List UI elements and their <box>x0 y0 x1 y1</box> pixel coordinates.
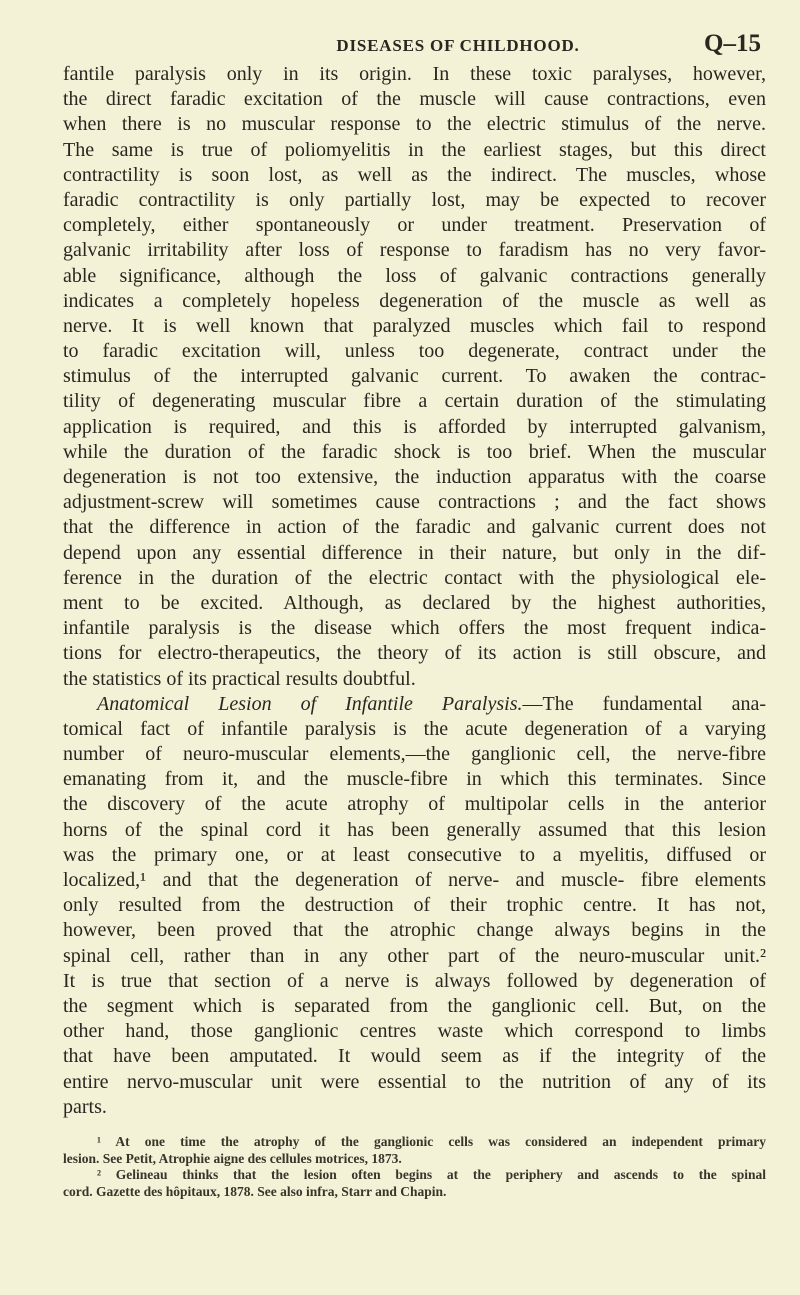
text-line <box>63 918 766 943</box>
line-text: tomical fact of infantile paralysis is the acute degeneration of a varying <box>63 717 766 740</box>
line-text: infantile paralysis is the disease which offers the most frequent indica- <box>63 617 766 640</box>
line-text: depend upon any essential difference in their nature, but only in the dif- <box>63 541 766 564</box>
text-line <box>63 641 766 666</box>
line-text: ference in the duration of the electric contact with the physiological ele- <box>63 566 766 589</box>
line-text: tions for electro-therapeutics, the theory of its action is still obscure, and <box>63 642 766 665</box>
footnote-line: ¹ At one time the atrophy of the ganglionic cells was considered an independent primary <box>97 1134 766 1149</box>
text-line <box>63 843 766 868</box>
line-text: completely, either spontaneously or under treatment. Preservation of <box>63 214 766 237</box>
text-line <box>63 339 766 364</box>
line-text: when there is no muscular response to the electric stimulus of the nerve. <box>63 113 766 136</box>
text-line <box>63 969 766 994</box>
text-line <box>63 87 766 112</box>
line-text: tility of degenerating muscular fibre a certain duration of the stimulating <box>63 390 766 413</box>
text-line <box>63 994 766 1019</box>
paragraph <box>63 62 766 692</box>
line-text: stimulus of the interrupted galvanic current. To awaken the contrac- <box>63 365 766 388</box>
text-line <box>63 364 766 389</box>
line-text: that the difference in action of the faradic and galvanic current does not <box>63 516 766 539</box>
line-text: faradic contractility is only partially lost, may be expected to recover <box>63 188 766 211</box>
footnote-line: lesion. See Petit, Atrophie aigne des cellules motrices, 1873. <box>63 1150 402 1166</box>
text-line <box>63 818 766 843</box>
line-text: number of neuro-muscular elements,—the ganglionic cell, the nerve-fibre <box>63 743 766 766</box>
text-line <box>63 667 766 692</box>
line-text: other hand, those ganglionic centres waste which correspond to limbs <box>63 1020 766 1043</box>
text-line <box>63 717 766 742</box>
text-line <box>63 490 766 515</box>
line-text: only resulted from the destruction of their trophic centre. It has not, <box>63 894 766 917</box>
line-text: parts. <box>63 1095 107 1118</box>
line-text: degeneration is not too extensive, the induction apparatus with the coarse <box>63 466 766 488</box>
text-line <box>63 792 766 817</box>
line-text: contractility is soon lost, as well as the indirect. The muscles, whose <box>63 163 766 186</box>
line-text: ment to be excited. Although, as declared by the highest authorities, <box>63 591 766 614</box>
text-line <box>63 112 766 137</box>
line-text: the direct faradic excitation of the muscle will cause contractions, even <box>63 88 766 111</box>
line-text: It is true that section of a nerve is always followed by degeneration of <box>63 969 766 992</box>
line-text: the discovery of the acute atrophy of multipolar cells in the anterior <box>63 793 766 816</box>
text-line <box>63 767 766 792</box>
text-line <box>63 1070 766 1095</box>
text-line <box>63 465 766 490</box>
text-line <box>63 541 766 566</box>
footnotes <box>63 1134 766 1200</box>
text-line <box>63 314 766 339</box>
text-line <box>63 188 766 213</box>
line-text: able significance, although the loss of galvanic contractions generally <box>63 264 766 287</box>
text-line <box>63 62 766 87</box>
line-text: emanating from it, and the muscle-fibre in which this terminates. Since <box>63 768 766 791</box>
line-text: the segment which is separated from the ganglionic cell. But, on the <box>63 994 766 1017</box>
line-text: entire nervo-muscular unit were essential to the nutrition of any of its <box>63 1070 766 1093</box>
text-line <box>63 868 766 893</box>
text-line <box>63 415 766 440</box>
text-line <box>63 389 766 414</box>
running-header-title: DISEASES OF CHILDHOOD. <box>336 36 580 55</box>
text-line <box>63 213 766 238</box>
footnote <box>63 1167 766 1200</box>
line-text: nerve. It is well known that paralyzed muscles which fail to respond <box>63 314 766 337</box>
text-line <box>63 515 766 540</box>
line-text: application is required, and this is afforded by interrupted galvanism, <box>63 415 766 438</box>
paragraph <box>63 692 766 1120</box>
line-text: —The fundamental ana- <box>522 692 766 715</box>
line-text: galvanic irritability after loss of response to faradism has no very favor- <box>63 239 766 262</box>
text-line <box>63 1019 766 1044</box>
line-text: that have been amputated. It would seem as if the integrity of the <box>63 1045 766 1068</box>
text-line <box>63 742 766 767</box>
line-text: spinal cell, rather than in any other part of the neuro-muscular unit.² <box>63 944 766 967</box>
line-text: while the duration of the faradic shock is too brief. When the muscular <box>63 440 766 463</box>
page-number: Q–15 <box>704 30 761 57</box>
text-line <box>63 138 766 163</box>
text-line <box>63 440 766 465</box>
text-line <box>63 1095 766 1120</box>
line-text: to faradic excitation will, unless too degenerate, contract under the <box>63 340 766 363</box>
line-text: indicates a completely hopeless degeneration of the muscle as well as <box>63 289 766 312</box>
text-line <box>63 893 766 918</box>
line-text: fantile paralysis only in its origin. In these toxic paralyses, however, <box>63 63 766 85</box>
body-text <box>63 62 766 1120</box>
text-line <box>63 591 766 616</box>
line-text: however, been proved that the atrophic change always begins in the <box>63 919 766 942</box>
section-heading: Anatomical Lesion of Infantile Paralysis. <box>97 692 523 715</box>
footnote-line: cord. Gazette des hôpitaux, 1878. See also infra, Starr and Chapin. <box>63 1183 447 1199</box>
line-text: The same is true of poliomyelitis in the earliest stages, but this direct <box>63 138 766 161</box>
footnote-line: ² Gelineau thinks that the lesion often begins at the periphery and ascends to the spinal <box>97 1167 766 1182</box>
text-line <box>63 264 766 289</box>
text-line <box>63 1044 766 1069</box>
line-text: horns of the spinal cord it has been generally assumed that this lesion <box>63 818 766 841</box>
text-line <box>63 238 766 263</box>
text-line <box>63 692 766 717</box>
line-text: localized,¹ and that the degeneration of nerve- and muscle- fibre elements <box>63 869 766 891</box>
text-line <box>63 616 766 641</box>
footnote <box>63 1134 766 1167</box>
line-text: was the primary one, or at least consecutive to a myelitis, diffused or <box>63 843 766 866</box>
text-line <box>63 566 766 591</box>
text-line <box>63 289 766 314</box>
line-text: adjustment-screw will sometimes cause contractions ; and the fact shows <box>63 491 766 514</box>
text-line <box>63 163 766 188</box>
text-line <box>63 944 766 969</box>
line-text: the statistics of its practical results doubtful. <box>63 667 416 690</box>
